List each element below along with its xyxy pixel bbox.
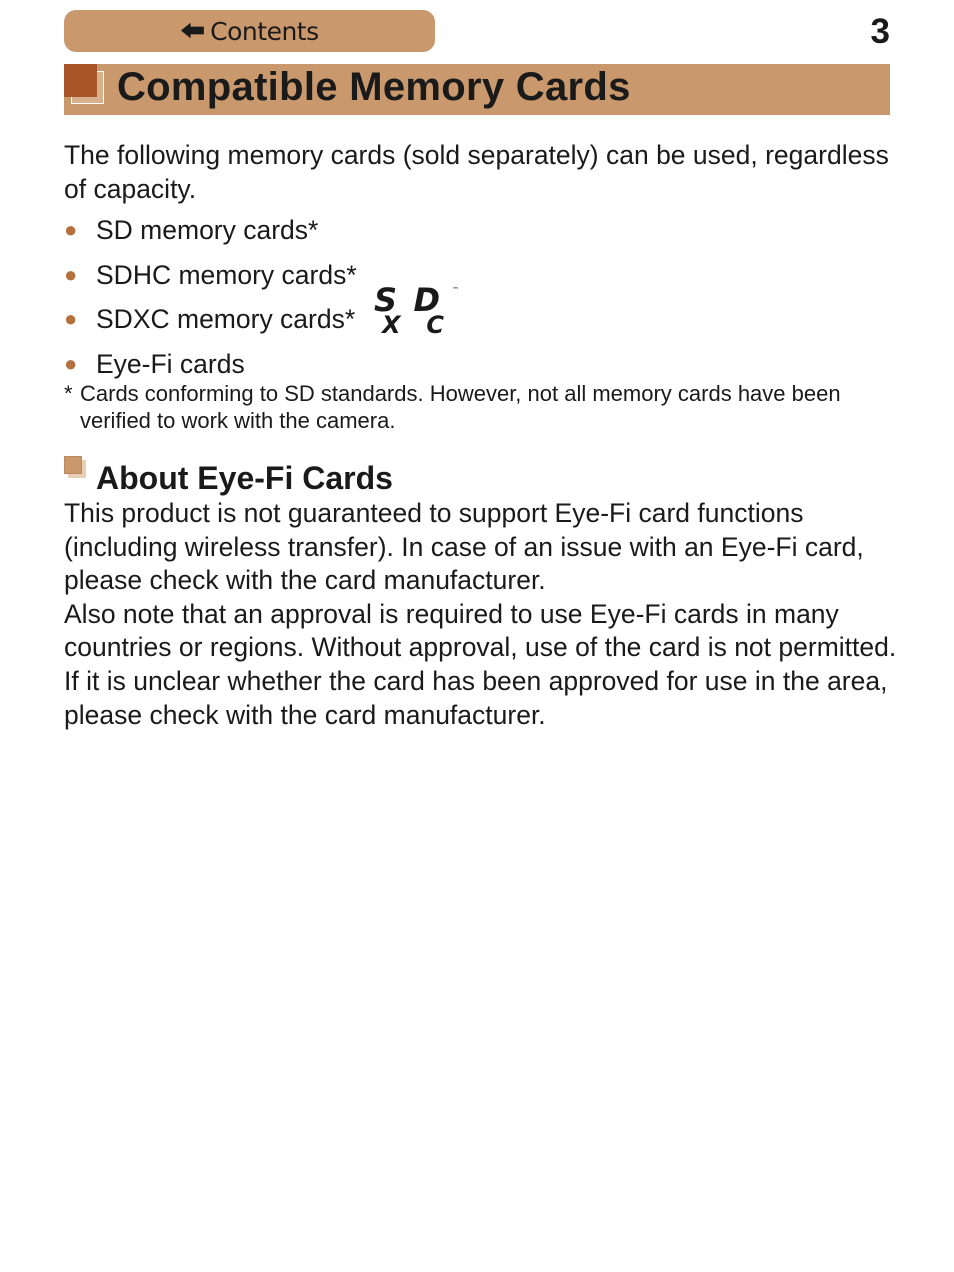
section-paragraph: Also note that an approval is required to use Eye-Fi cards in many countries or regions. Without approval, use of the card is not permitted. If it is unclear whether the card has been approved for use in the area, please check with the card manufacturer. bbox=[64, 598, 897, 730]
footnote-mark: * bbox=[64, 381, 73, 406]
footnote-text: Cards conforming to SD standards. However, not all memory cards have been verified to work with the camera. bbox=[80, 381, 841, 433]
title-bar bbox=[64, 64, 890, 115]
section-heading: About Eye-Fi Cards bbox=[96, 460, 393, 496]
list-item bbox=[64, 253, 894, 298]
sdxc-logo-sd: SD bbox=[374, 283, 440, 319]
list-item bbox=[64, 297, 894, 342]
bullet-icon: ● bbox=[64, 217, 78, 242]
page-number: 3 bbox=[870, 12, 890, 51]
section-square-icon bbox=[64, 456, 86, 478]
bullet-icon: ● bbox=[64, 350, 78, 376]
list-item-label: SDXC memory cards* bbox=[96, 304, 356, 334]
list-item-label: SDHC memory cards* bbox=[96, 259, 357, 290]
section-body bbox=[64, 497, 904, 732]
sdxc-logo-icon bbox=[368, 283, 464, 339]
page-title: Compatible Memory Cards bbox=[117, 65, 631, 109]
list-item bbox=[64, 342, 894, 387]
sdxc-logo-xc: XC bbox=[382, 311, 444, 339]
intro-paragraph: The following memory cards (sold separately) can be used, regardless of capacity. bbox=[64, 140, 889, 204]
section-paragraph: This product is not guaranteed to support Eye-Fi card functions (including wireless transfer). In case of an issue with an Eye-Fi card, please check with the card manufacturer. bbox=[64, 498, 864, 596]
list-item bbox=[64, 208, 894, 253]
list-item-label: SD memory cards* bbox=[96, 215, 319, 245]
title-square-dark-icon bbox=[64, 64, 97, 97]
bullet-icon: ● bbox=[64, 261, 78, 287]
footnote bbox=[64, 381, 894, 434]
arrow-left-icon: 🠰 bbox=[180, 17, 205, 45]
bullet-icon: ● bbox=[64, 306, 78, 331]
card-list bbox=[64, 208, 894, 386]
contents-label: Contents bbox=[210, 16, 319, 46]
list-item-label: Eye-Fi cards bbox=[96, 348, 245, 379]
sdxc-logo-tm: ™ bbox=[452, 286, 459, 294]
contents-button[interactable] bbox=[64, 10, 435, 52]
